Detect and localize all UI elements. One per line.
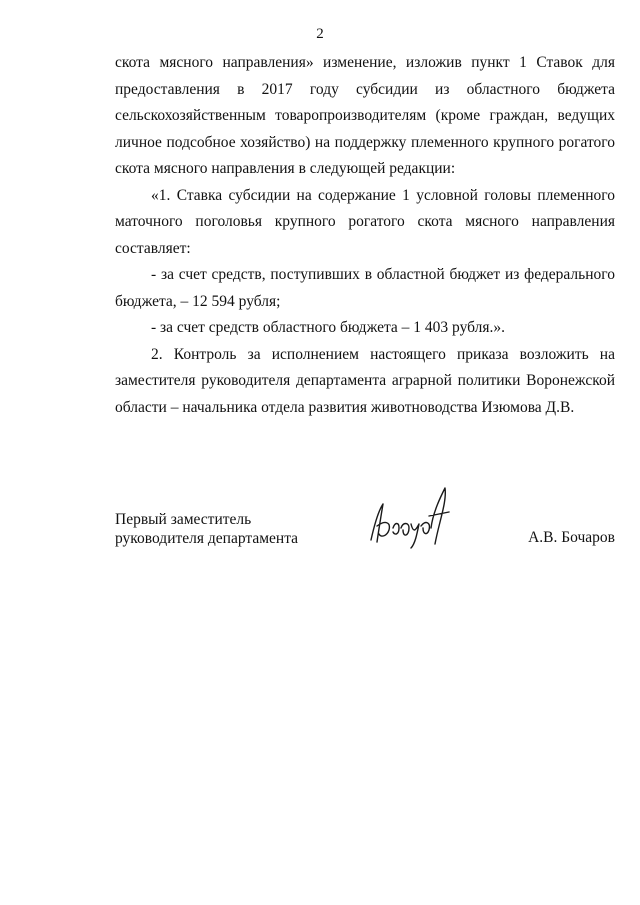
signatory-title-line-2: руководителя департамента [115,530,299,547]
paragraph-control: 2. Контроль за исполнением настоящего приказа возложить на заместителя руководителя департамента аграрной политики Воронежской области – начальника отдела развития животноводства Изюмова Д.В. [115,345,615,416]
signatory-name: А.В. Бочаров [528,529,615,546]
paragraph-amendment-intro: скота мясного направления» изменение, изложив пункт 1 Ставок для предоставления в 2017 году субсидии из областного бюджета сельскохозяйственным товаропроизводителям (кроме граждан, ведущих личное подсобное хозяйство) на поддержку племенного крупного рогатого скота мясного направления в следующей редакции: [115,54,615,177]
paragraph-federal-funds: - за счет средств, поступивших в областной бюджет из федерального бюджета, – 12 594 рубля; [115,266,615,310]
document-body [115,50,615,421]
paragraph-regional-funds: - за счет средств областного бюджета – 1 403 рубля.». [151,319,506,336]
page-number: 2 [316,26,324,42]
signatory-title-line-1: Первый заместитель [115,511,252,528]
paragraph-subsidy-rate: «1. Ставка субсидии на содержание 1 условной головы племенного маточного поголовья крупного рогатого скота мясного направления составляет: [115,186,615,257]
signatory-title [115,510,298,548]
signature-block [115,510,615,570]
handwritten-signature [365,482,455,552]
